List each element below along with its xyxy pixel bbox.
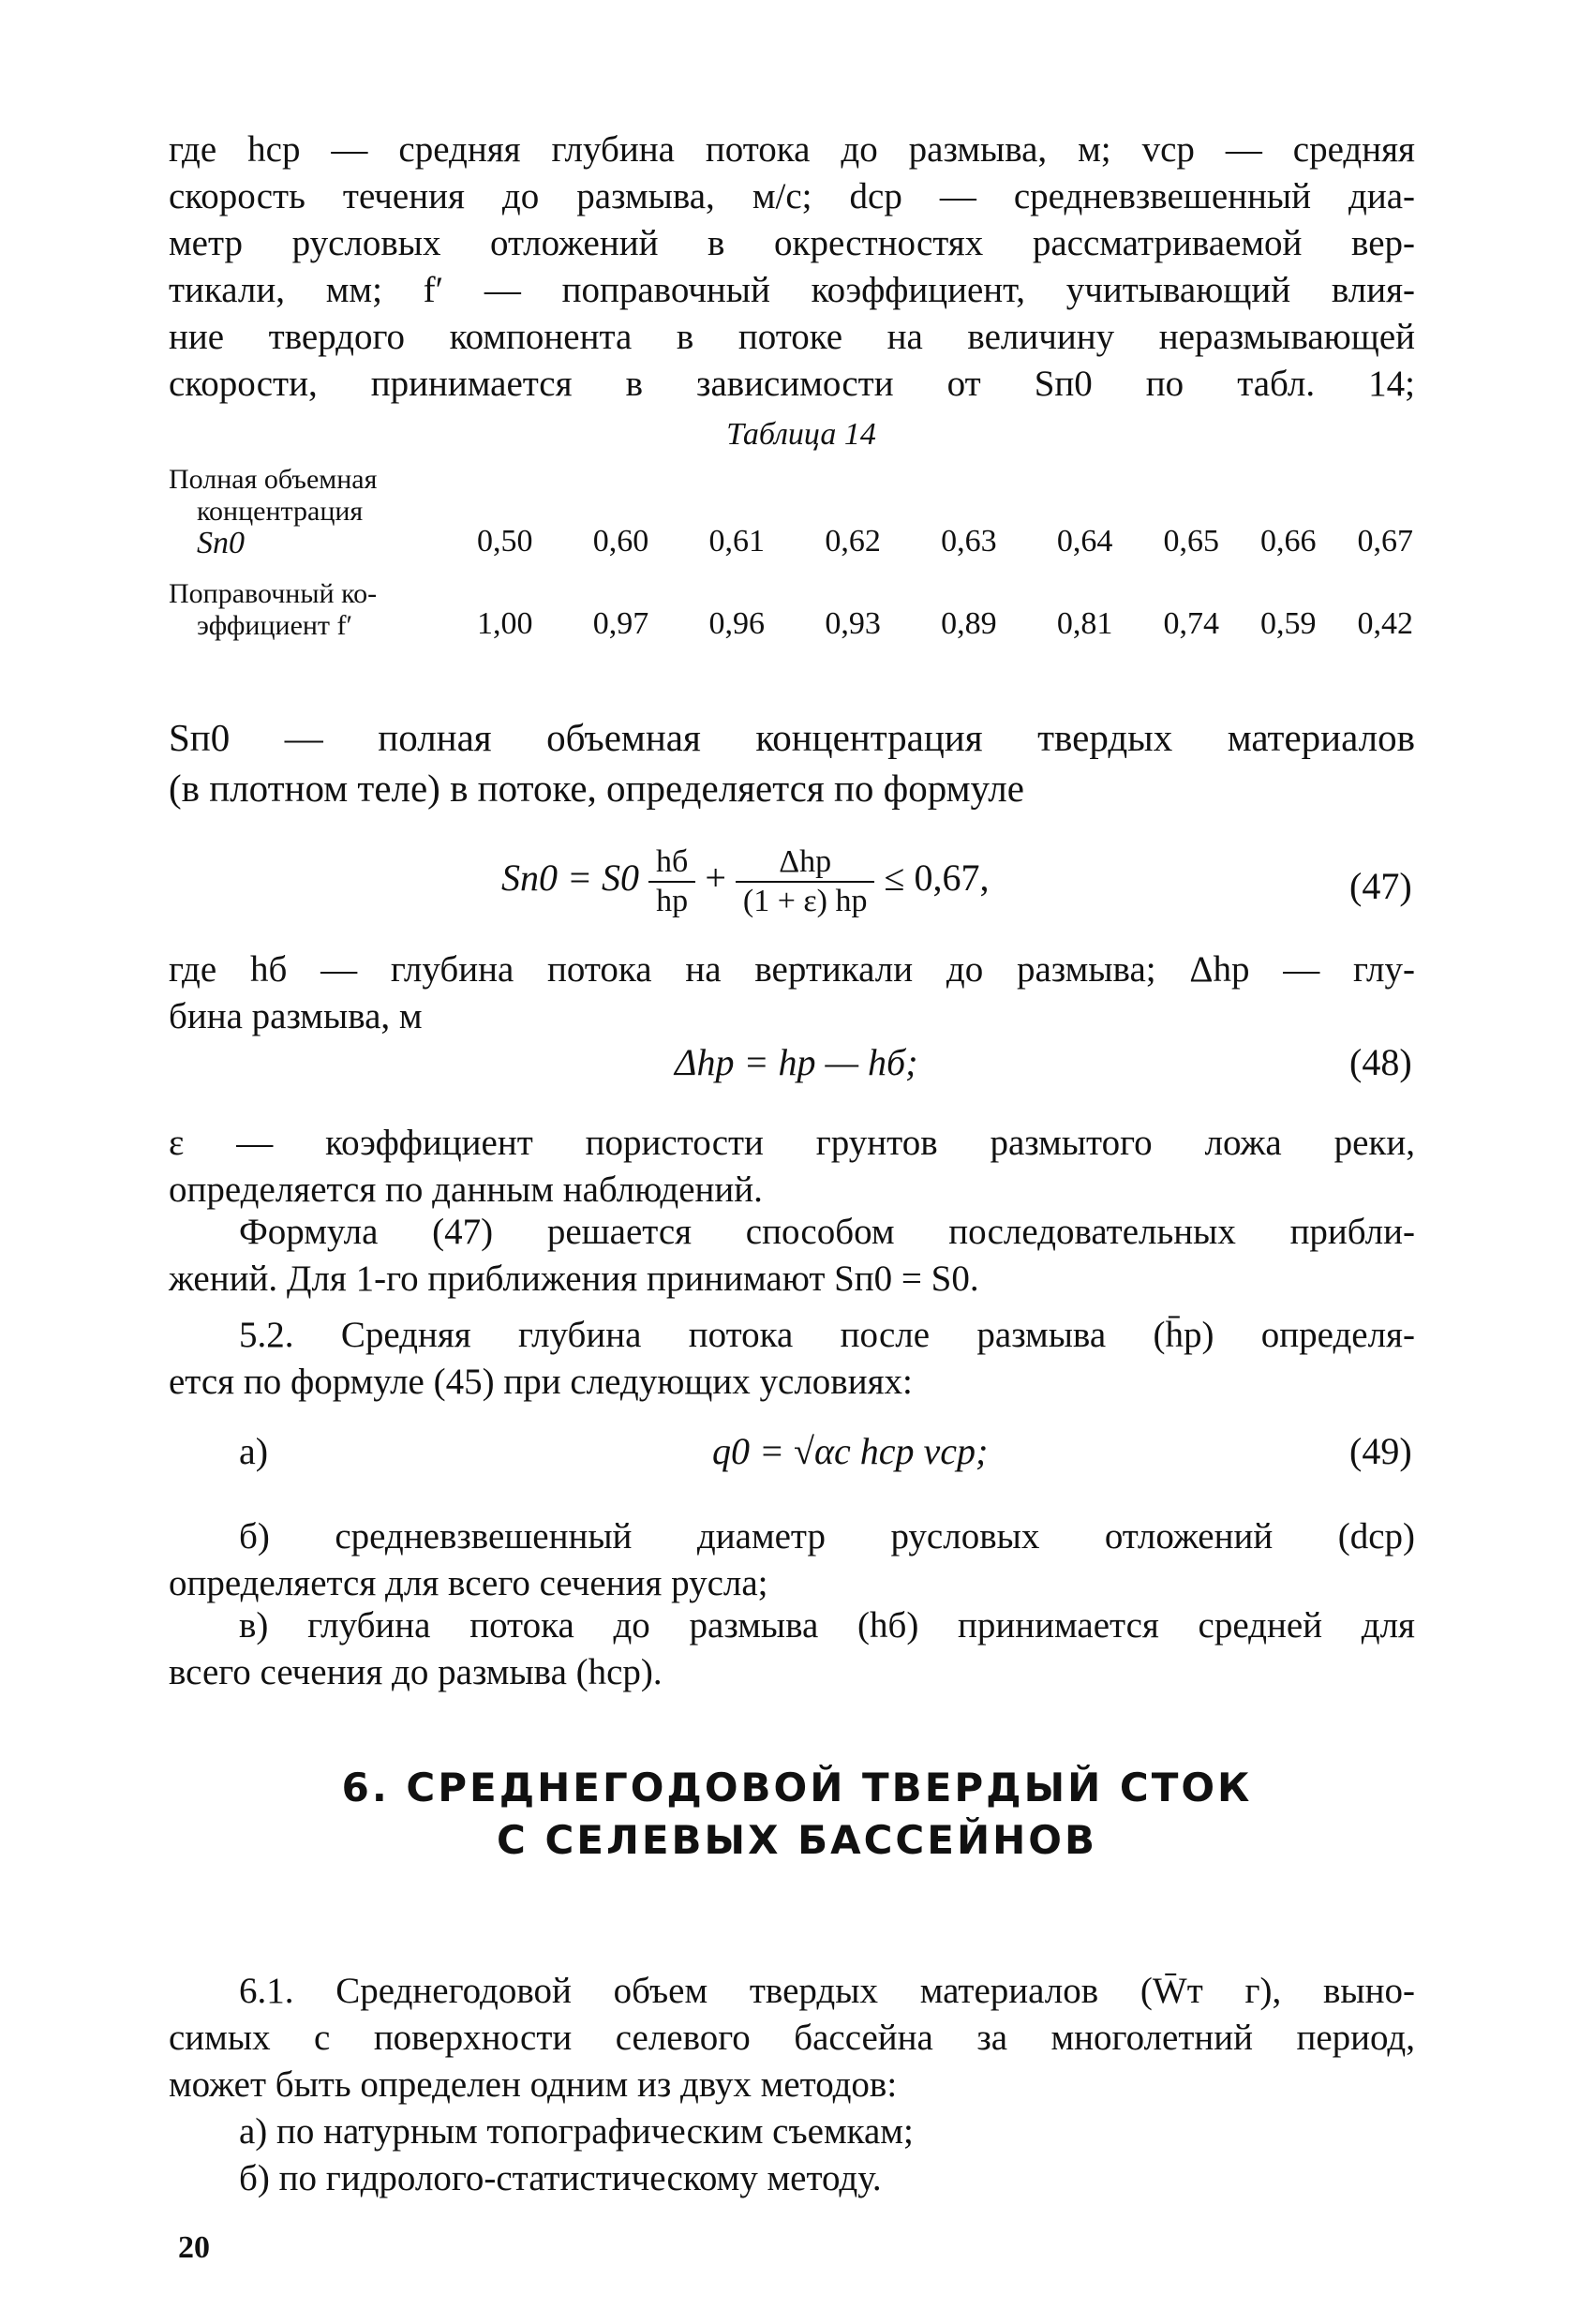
table-cell: 0,93 [825,606,881,641]
table-row [169,578,1434,642]
table-cell: 0,50 [477,524,533,559]
table-cell: 0,60 [592,524,649,559]
text-line: определяется по данным наблюдений. [169,1169,763,1210]
text-line: скорость течения до размыва, м/с; dср — средневзвешенный диа- [169,176,1415,216]
intro-paragraph [169,127,1415,408]
text-line: бина размыва, м [169,996,423,1036]
text-line: может быть определен одним из двух методов: [169,2064,898,2105]
formula-lhs: Sп0 = S0 [501,857,639,900]
page-number: 20 [178,2230,210,2265]
section-6-1-paragraph [169,1968,1415,2108]
table-cell: 0,89 [941,606,997,641]
table-cell: 0,74 [1163,606,1219,641]
formula-49: q0 = √αc hср vср; [712,1430,989,1472]
text-line: метр русловых отложений в окрестностях рассматриваемой вер- [169,223,1415,263]
formula-49-label: а) [239,1430,269,1472]
table-cell: 0,66 [1259,524,1317,559]
table-cell: 0,63 [941,524,997,559]
methods-list [239,2108,1363,2202]
row-label-line: Sп0 [197,526,245,560]
equation-number: (47) [1349,865,1412,907]
list-item: б) по гидролого-статистическому методу. [239,2158,882,2198]
plus-sign: + [705,857,726,900]
fraction [736,843,875,920]
table-cell: 0,96 [708,606,766,641]
table-cell: 0,64 [1056,524,1113,559]
text-line: б) средневзвешенный диаметр русловых отложений (dср) [239,1516,1415,1557]
table-cell: 1,00 [477,606,533,641]
section-heading [0,1762,1594,1867]
text-line: Формула (47) решается способом последовательных прибли- [239,1212,1415,1252]
formula-rhs: ≤ 0,67, [884,857,990,900]
row-label [169,464,447,559]
text-line: ε — коэффициент пористости грунтов размытого ложа реки, [169,1123,1415,1163]
fraction-denominator: hр [656,884,689,918]
text-line: ется по формуле (45) при следующих условиях: [169,1362,913,1402]
heading-line: С СЕЛЕВЫХ БАССЕЙНОВ [497,1817,1097,1863]
text-line: скорости, принимается в зависимости от Sп0 по табл. 14; [169,364,1415,404]
table-caption: Таблица 14 [726,417,876,452]
text-line: жений. Для 1-го приближения принимают Sп0 = S0. [169,1259,979,1299]
text-line: в) глубина потока до размыва (hб) принимается средней для [239,1605,1415,1646]
fraction-denominator: (1 + ε) hр [742,884,868,918]
fraction [648,843,695,920]
text-line: где hср — средняя глубина потока до размыва, м; vср — средняя [169,129,1415,170]
text-line: 5.2. Средняя глубина потока после размыва (h̄р) определя- [239,1315,1415,1355]
text-line: симых с поверхности селевого бассейна за многолетний период, [169,2018,1415,2058]
concentration-paragraph [169,712,1415,813]
text-line: (в плотном теле) в потоке, определяется по формуле [169,767,1024,810]
table-cell: 0,81 [1056,606,1113,641]
table-cell: 0,67 [1357,524,1413,559]
table-14 [169,464,1434,642]
table-cell: 0,61 [708,524,766,559]
epsilon-paragraph [169,1120,1415,1214]
table-cell: 0,42 [1357,606,1413,641]
condition-v-paragraph [169,1602,1415,1696]
text-line: ние твердого компонента в потоке на величину неразмывающей [169,317,1415,357]
table-cell: 0,59 [1259,606,1317,641]
text-line: 6.1. Среднегодовой объем твердых материалов (W̄т г), выно- [239,1971,1415,2011]
table-cell: 0,97 [592,606,649,641]
row-label-line: Поправочный ко- [169,578,378,609]
table-cell: 0,65 [1163,524,1219,559]
text-line: всего сечения до размыва (hср). [169,1652,663,1692]
fraction-numerator: hб [648,843,695,883]
row-label-line: эффициент f′ [197,610,353,641]
equation-number: (49) [1349,1430,1412,1472]
formula47-paragraph [169,1209,1415,1303]
text-line: Sп0 — полная объемная концентрация твердых материалов [169,716,1415,759]
formula-47 [501,843,989,920]
formula-48: Δhр = hр — hб; [675,1041,918,1083]
section-5-2-paragraph [169,1312,1415,1406]
condition-b-paragraph [169,1513,1415,1607]
text-line: тикали, мм; f′ — поправочный коэффициент, учитывающий влия- [169,270,1415,310]
table-row [169,464,1434,559]
heading-line: 6. СРЕДНЕГОДОВОЙ ТВЕРДЫЙ СТОК [341,1765,1253,1810]
row-label [169,578,447,642]
row-label-line: концентрация [197,496,364,527]
text-line: определяется для всего сечения русла; [169,1563,768,1603]
text-line: где hб — глубина потока на вертикали до размыва; Δhр — глу- [169,949,1415,990]
list-item: а) по натурным топографическим съемкам; [239,2111,914,2152]
table-cell: 0,62 [825,524,881,559]
hb-paragraph [169,946,1415,1040]
fraction-numerator: Δhр [736,843,875,883]
row-label-line: Полная объемная [169,464,378,495]
equation-number: (48) [1349,1041,1412,1083]
